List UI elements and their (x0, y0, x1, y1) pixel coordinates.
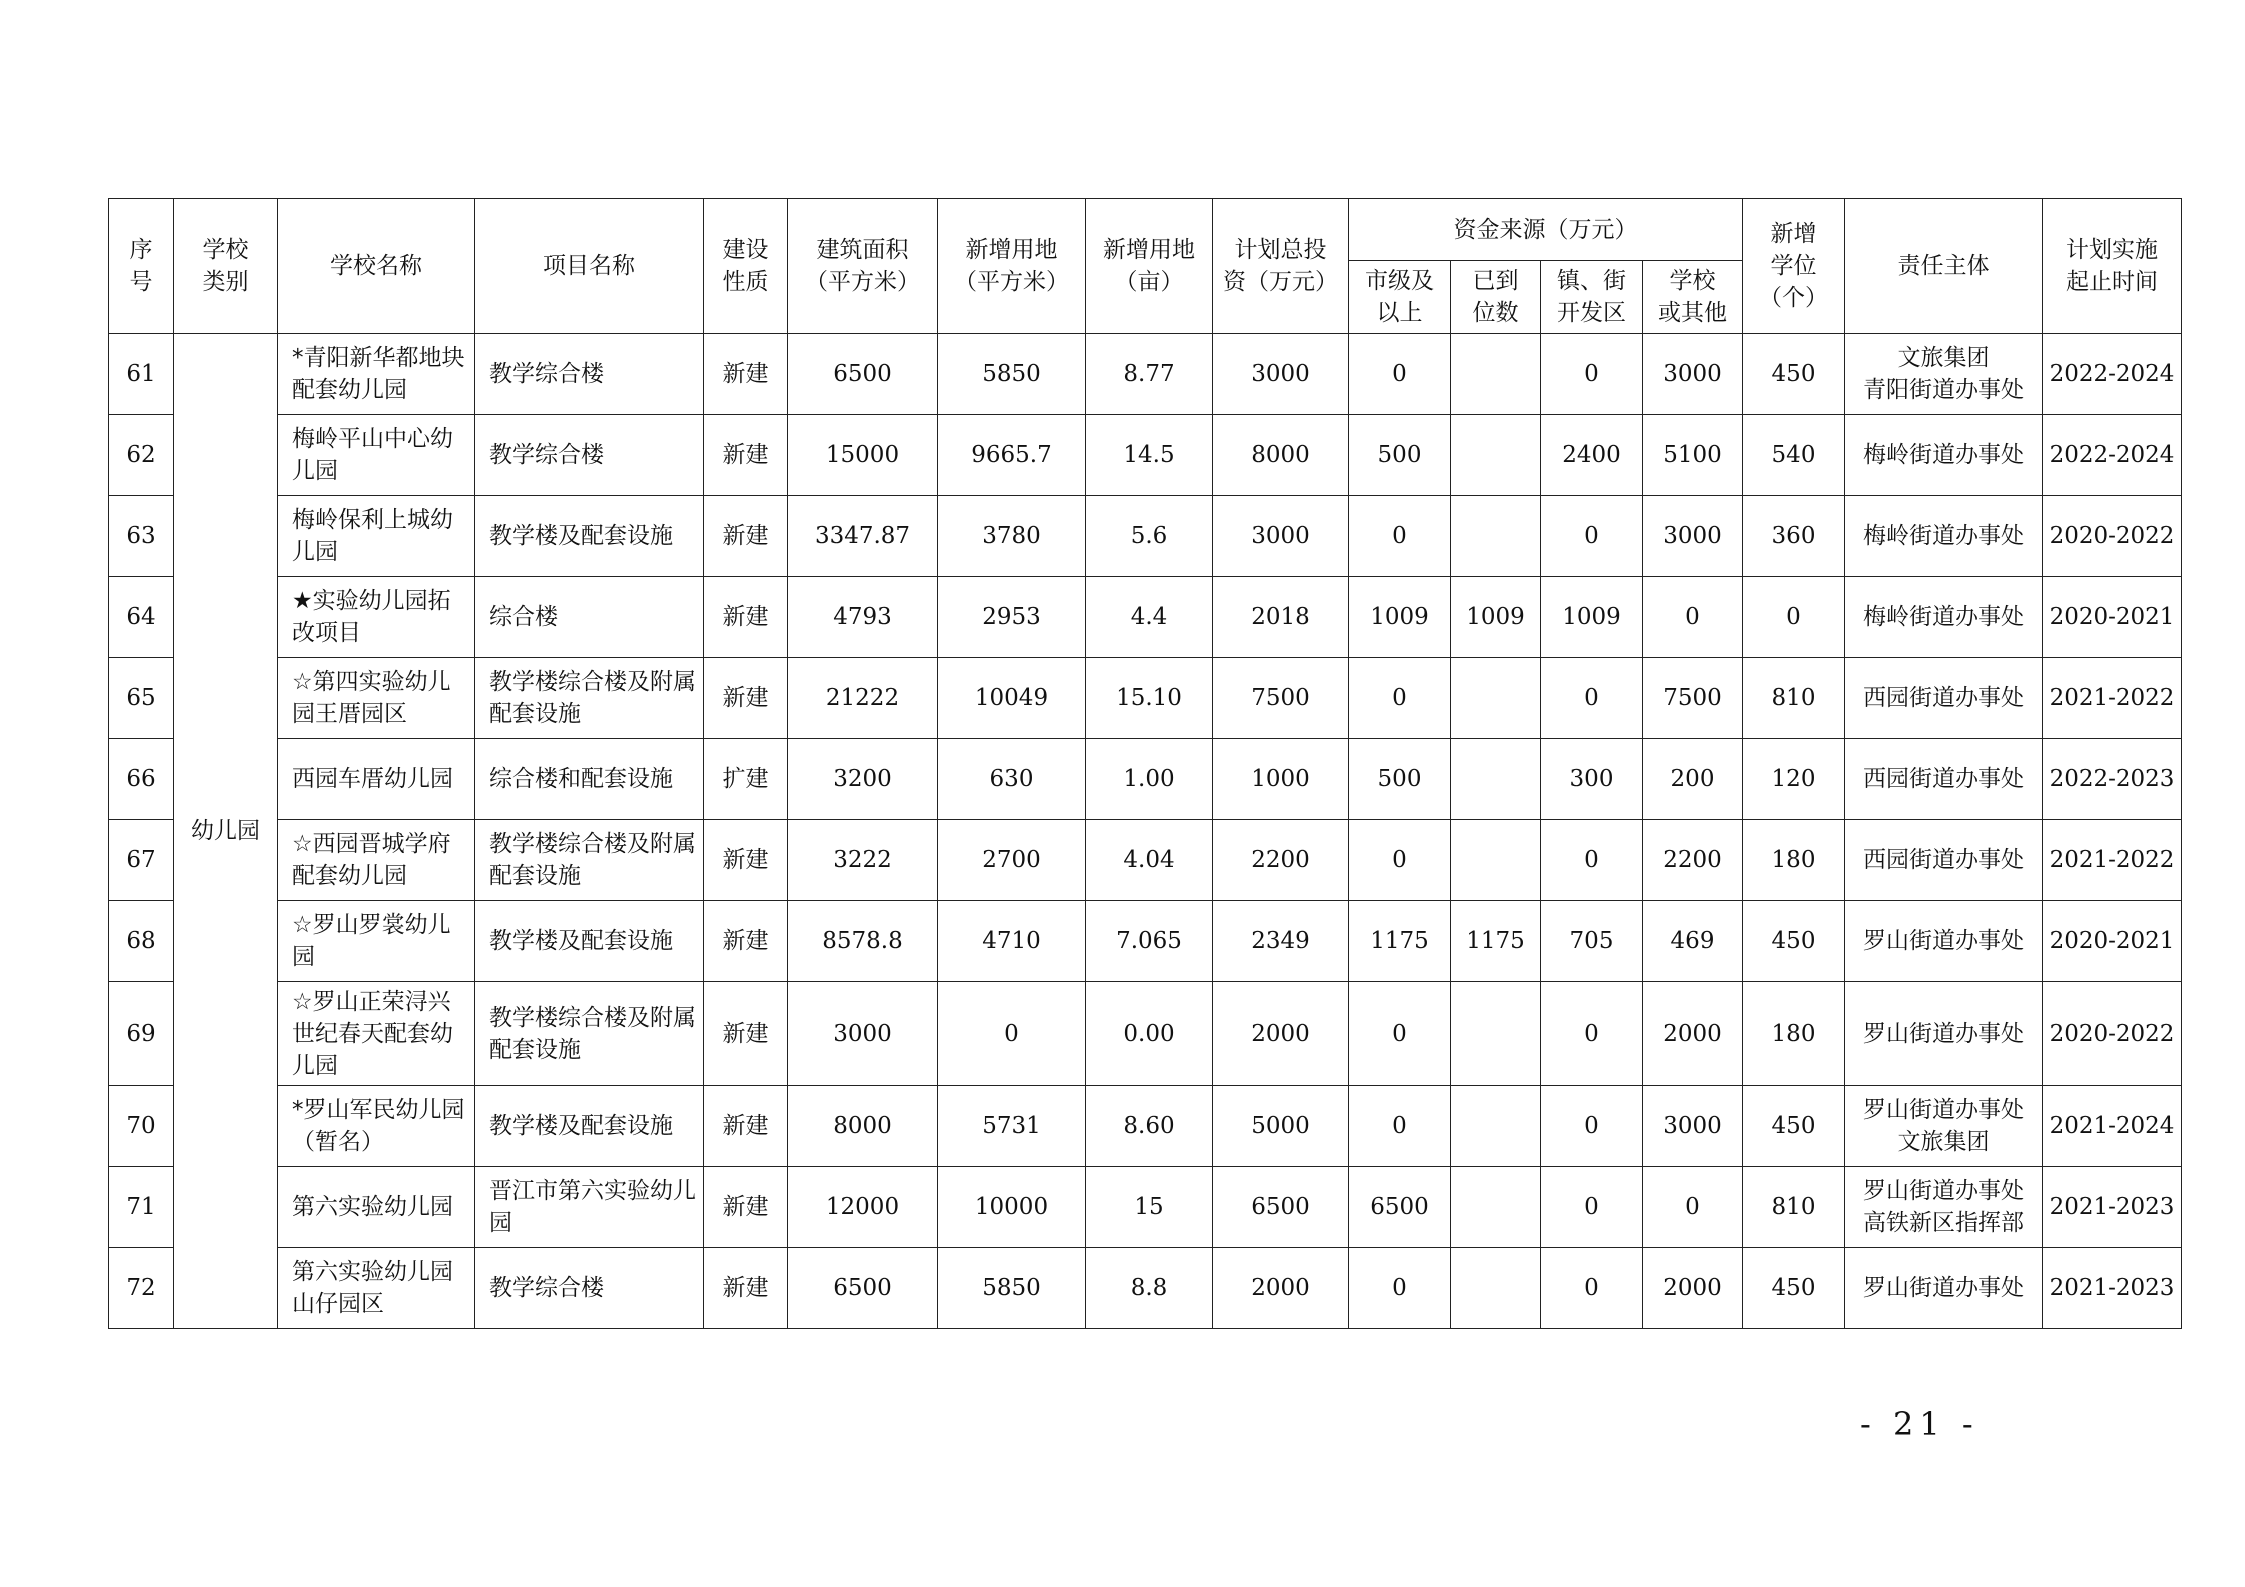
cell-responsible: 西园街道办事处 (1845, 820, 2043, 901)
cell-new-seats: 540 (1743, 415, 1845, 496)
cell-fund-arrived (1451, 415, 1541, 496)
table-row (109, 739, 2182, 820)
cell-total-invest: 3000 (1213, 496, 1349, 577)
cell-total-invest: 2200 (1213, 820, 1349, 901)
cell-floor-area: 6500 (788, 334, 938, 415)
cell-project-name: 教学楼及配套设施 (475, 901, 704, 982)
cell-fund-town: 705 (1541, 901, 1643, 982)
cell-total-invest: 2000 (1213, 982, 1349, 1086)
cell-fund-school: 3000 (1643, 334, 1743, 415)
cell-fund-arrived (1451, 496, 1541, 577)
cell-fund-arrived (1451, 334, 1541, 415)
cell-new-seats: 810 (1743, 658, 1845, 739)
table-row (109, 1086, 2182, 1167)
header-nature: 建设 性质 (704, 199, 788, 334)
cell-new-land-mu: 1.00 (1086, 739, 1213, 820)
header-period: 计划实施 起止时间 (2043, 199, 2182, 334)
cell-period: 2020-2021 (2043, 901, 2182, 982)
cell-project-name: 晋江市第六实验幼儿园 (475, 1167, 704, 1248)
header-new-land-mu: 新增用地 （亩） (1086, 199, 1213, 334)
cell-seq: 64 (109, 577, 174, 658)
header-new-land-sqm: 新增用地 （平方米） (938, 199, 1086, 334)
cell-new-seats: 120 (1743, 739, 1845, 820)
cell-responsible: 罗山街道办事处 (1845, 1248, 2043, 1329)
cell-school-name: ★实验幼儿园拓改项目 (278, 577, 475, 658)
table-row (109, 415, 2182, 496)
cell-new-land-mu: 8.60 (1086, 1086, 1213, 1167)
cell-fund-town: 0 (1541, 496, 1643, 577)
cell-nature: 新建 (704, 820, 788, 901)
cell-period: 2022-2023 (2043, 739, 2182, 820)
cell-new-seats: 450 (1743, 901, 1845, 982)
cell-school-name: *罗山军民幼儿园（暂名） (278, 1086, 475, 1167)
header-fund-source: 资金来源（万元） (1349, 199, 1743, 261)
cell-floor-area: 8000 (788, 1086, 938, 1167)
cell-fund-city: 0 (1349, 1086, 1451, 1167)
cell-new-land-mu: 8.8 (1086, 1248, 1213, 1329)
cell-fund-city: 500 (1349, 739, 1451, 820)
cell-new-land-sqm: 9665.7 (938, 415, 1086, 496)
cell-fund-arrived (1451, 658, 1541, 739)
cell-fund-arrived (1451, 1167, 1541, 1248)
cell-period: 2021-2024 (2043, 1086, 2182, 1167)
cell-fund-arrived (1451, 1086, 1541, 1167)
header-total-invest: 计划总投 资（万元） (1213, 199, 1349, 334)
cell-seq: 70 (109, 1086, 174, 1167)
header-seq: 序 号 (109, 199, 174, 334)
cell-new-land-mu: 15 (1086, 1167, 1213, 1248)
cell-floor-area: 3200 (788, 739, 938, 820)
cell-nature: 新建 (704, 658, 788, 739)
header-school-name: 学校名称 (278, 199, 475, 334)
cell-floor-area: 4793 (788, 577, 938, 658)
cell-project-name: 教学楼综合楼及附属配套设施 (475, 658, 704, 739)
table-row (109, 901, 2182, 982)
cell-fund-arrived: 1009 (1451, 577, 1541, 658)
header-project-name: 项目名称 (475, 199, 704, 334)
cell-new-seats: 810 (1743, 1167, 1845, 1248)
cell-total-invest: 2349 (1213, 901, 1349, 982)
cell-new-land-mu: 5.6 (1086, 496, 1213, 577)
header-fund-arrived: 已到 位数 (1451, 261, 1541, 334)
cell-new-land-sqm: 0 (938, 982, 1086, 1086)
cell-period: 2021-2023 (2043, 1167, 2182, 1248)
cell-period: 2020-2022 (2043, 496, 2182, 577)
table-row (109, 982, 2182, 1086)
cell-fund-city: 6500 (1349, 1167, 1451, 1248)
header-category: 学校 类别 (174, 199, 278, 334)
cell-school-name: ☆罗山正荣浔兴世纪春天配套幼儿园 (278, 982, 475, 1086)
cell-fund-town: 0 (1541, 658, 1643, 739)
cell-floor-area: 6500 (788, 1248, 938, 1329)
cell-nature: 新建 (704, 1167, 788, 1248)
cell-responsible: 罗山街道办事处 文旅集团 (1845, 1086, 2043, 1167)
cell-new-land-sqm: 10000 (938, 1167, 1086, 1248)
cell-floor-area: 15000 (788, 415, 938, 496)
cell-fund-town: 0 (1541, 982, 1643, 1086)
cell-period: 2021-2022 (2043, 658, 2182, 739)
cell-fund-school: 5100 (1643, 415, 1743, 496)
cell-fund-school: 200 (1643, 739, 1743, 820)
cell-responsible: 梅岭街道办事处 (1845, 577, 2043, 658)
cell-nature: 新建 (704, 496, 788, 577)
cell-category: 幼儿园 (174, 334, 278, 1329)
cell-new-seats: 450 (1743, 1086, 1845, 1167)
cell-period: 2021-2023 (2043, 1248, 2182, 1329)
cell-new-land-sqm: 10049 (938, 658, 1086, 739)
cell-project-name: 教学楼及配套设施 (475, 496, 704, 577)
cell-new-seats: 180 (1743, 820, 1845, 901)
cell-seq: 65 (109, 658, 174, 739)
cell-seq: 67 (109, 820, 174, 901)
cell-seq: 69 (109, 982, 174, 1086)
cell-fund-city: 500 (1349, 415, 1451, 496)
cell-total-invest: 2018 (1213, 577, 1349, 658)
cell-project-name: 教学综合楼 (475, 334, 704, 415)
cell-fund-city: 1175 (1349, 901, 1451, 982)
cell-school-name: ☆西园晋城学府配套幼儿园 (278, 820, 475, 901)
cell-new-land-mu: 0.00 (1086, 982, 1213, 1086)
cell-project-name: 综合楼 (475, 577, 704, 658)
cell-fund-school: 0 (1643, 577, 1743, 658)
cell-fund-town: 0 (1541, 1248, 1643, 1329)
header-responsible: 责任主体 (1845, 199, 2043, 334)
cell-new-land-sqm: 3780 (938, 496, 1086, 577)
cell-fund-arrived (1451, 982, 1541, 1086)
cell-seq: 71 (109, 1167, 174, 1248)
cell-fund-city: 0 (1349, 982, 1451, 1086)
cell-project-name: 教学综合楼 (475, 1248, 704, 1329)
header-fund-city: 市级及 以上 (1349, 261, 1451, 334)
cell-nature: 扩建 (704, 739, 788, 820)
table-row (109, 1167, 2182, 1248)
cell-seq: 61 (109, 334, 174, 415)
cell-new-land-sqm: 5850 (938, 334, 1086, 415)
cell-new-land-sqm: 5850 (938, 1248, 1086, 1329)
cell-fund-town: 0 (1541, 1086, 1643, 1167)
cell-new-land-mu: 15.10 (1086, 658, 1213, 739)
header-floor-area: 建筑面积 （平方米） (788, 199, 938, 334)
cell-school-name: 梅岭保利上城幼儿园 (278, 496, 475, 577)
cell-fund-town: 300 (1541, 739, 1643, 820)
cell-fund-town: 0 (1541, 334, 1643, 415)
cell-school-name: 第六实验幼儿园 (278, 1167, 475, 1248)
cell-total-invest: 3000 (1213, 334, 1349, 415)
cell-period: 2020-2021 (2043, 577, 2182, 658)
cell-fund-arrived (1451, 1248, 1541, 1329)
cell-new-land-mu: 7.065 (1086, 901, 1213, 982)
cell-project-name: 教学楼综合楼及附属配套设施 (475, 820, 704, 901)
cell-fund-town: 1009 (1541, 577, 1643, 658)
cell-nature: 新建 (704, 1248, 788, 1329)
cell-responsible: 西园街道办事处 (1845, 739, 2043, 820)
page-number: - 21 - (1860, 1405, 1979, 1443)
table-row (109, 334, 2182, 415)
cell-new-land-sqm: 2700 (938, 820, 1086, 901)
table-row (109, 658, 2182, 739)
cell-floor-area: 12000 (788, 1167, 938, 1248)
cell-school-name: ☆罗山罗裳幼儿园 (278, 901, 475, 982)
cell-fund-city: 0 (1349, 658, 1451, 739)
cell-total-invest: 1000 (1213, 739, 1349, 820)
cell-seq: 63 (109, 496, 174, 577)
cell-fund-city: 0 (1349, 1248, 1451, 1329)
cell-fund-city: 1009 (1349, 577, 1451, 658)
cell-fund-arrived: 1175 (1451, 901, 1541, 982)
cell-seq: 62 (109, 415, 174, 496)
cell-fund-arrived (1451, 820, 1541, 901)
cell-responsible: 罗山街道办事处 高铁新区指挥部 (1845, 1167, 2043, 1248)
cell-total-invest: 8000 (1213, 415, 1349, 496)
cell-total-invest: 5000 (1213, 1086, 1349, 1167)
cell-responsible: 梅岭街道办事处 (1845, 496, 2043, 577)
cell-new-land-mu: 4.4 (1086, 577, 1213, 658)
cell-new-seats: 450 (1743, 1248, 1845, 1329)
header-fund-town: 镇、街 开发区 (1541, 261, 1643, 334)
cell-new-land-sqm: 4710 (938, 901, 1086, 982)
cell-period: 2022-2024 (2043, 415, 2182, 496)
cell-responsible: 西园街道办事处 (1845, 658, 2043, 739)
cell-school-name: ☆第四实验幼儿园王厝园区 (278, 658, 475, 739)
cell-fund-town: 2400 (1541, 415, 1643, 496)
cell-total-invest: 2000 (1213, 1248, 1349, 1329)
cell-new-seats: 0 (1743, 577, 1845, 658)
cell-responsible: 梅岭街道办事处 (1845, 415, 2043, 496)
header-fund-school: 学校 或其他 (1643, 261, 1743, 334)
cell-seq: 66 (109, 739, 174, 820)
cell-fund-school: 2200 (1643, 820, 1743, 901)
header-new-seats: 新增 学位 （个） (1743, 199, 1845, 334)
cell-project-name: 教学楼综合楼及附属配套设施 (475, 982, 704, 1086)
cell-project-name: 教学楼及配套设施 (475, 1086, 704, 1167)
cell-fund-school: 2000 (1643, 982, 1743, 1086)
cell-nature: 新建 (704, 415, 788, 496)
cell-total-invest: 6500 (1213, 1167, 1349, 1248)
cell-fund-city: 0 (1349, 496, 1451, 577)
cell-nature: 新建 (704, 334, 788, 415)
cell-fund-school: 3000 (1643, 496, 1743, 577)
cell-new-land-mu: 14.5 (1086, 415, 1213, 496)
cell-new-land-mu: 4.04 (1086, 820, 1213, 901)
cell-new-land-sqm: 630 (938, 739, 1086, 820)
cell-floor-area: 3347.87 (788, 496, 938, 577)
cell-period: 2021-2022 (2043, 820, 2182, 901)
cell-period: 2022-2024 (2043, 334, 2182, 415)
cell-new-seats: 180 (1743, 982, 1845, 1086)
cell-fund-arrived (1451, 739, 1541, 820)
table-body (109, 334, 2182, 1329)
cell-fund-school: 0 (1643, 1167, 1743, 1248)
cell-fund-school: 2000 (1643, 1248, 1743, 1329)
cell-nature: 新建 (704, 982, 788, 1086)
cell-new-seats: 450 (1743, 334, 1845, 415)
cell-seq: 68 (109, 901, 174, 982)
cell-fund-school: 469 (1643, 901, 1743, 982)
cell-floor-area: 21222 (788, 658, 938, 739)
cell-floor-area: 8578.8 (788, 901, 938, 982)
cell-new-seats: 360 (1743, 496, 1845, 577)
cell-responsible: 罗山街道办事处 (1845, 982, 2043, 1086)
cell-project-name: 教学综合楼 (475, 415, 704, 496)
cell-school-name: *青阳新华都地块配套幼儿园 (278, 334, 475, 415)
cell-floor-area: 3000 (788, 982, 938, 1086)
cell-school-name: 第六实验幼儿园山仔园区 (278, 1248, 475, 1329)
table-row (109, 820, 2182, 901)
cell-period: 2020-2022 (2043, 982, 2182, 1086)
table-row (109, 1248, 2182, 1329)
cell-total-invest: 7500 (1213, 658, 1349, 739)
cell-nature: 新建 (704, 901, 788, 982)
cell-new-land-mu: 8.77 (1086, 334, 1213, 415)
cell-seq: 72 (109, 1248, 174, 1329)
table-row (109, 577, 2182, 658)
table-row (109, 496, 2182, 577)
cell-school-name: 梅岭平山中心幼儿园 (278, 415, 475, 496)
cell-fund-town: 0 (1541, 1167, 1643, 1248)
cell-new-land-sqm: 5731 (938, 1086, 1086, 1167)
project-table (108, 198, 2182, 1329)
cell-nature: 新建 (704, 1086, 788, 1167)
cell-fund-city: 0 (1349, 334, 1451, 415)
cell-responsible: 文旅集团 青阳街道办事处 (1845, 334, 2043, 415)
cell-floor-area: 3222 (788, 820, 938, 901)
cell-project-name: 综合楼和配套设施 (475, 739, 704, 820)
cell-fund-city: 0 (1349, 820, 1451, 901)
cell-fund-school: 3000 (1643, 1086, 1743, 1167)
cell-fund-school: 7500 (1643, 658, 1743, 739)
cell-fund-town: 0 (1541, 820, 1643, 901)
cell-nature: 新建 (704, 577, 788, 658)
cell-responsible: 罗山街道办事处 (1845, 901, 2043, 982)
cell-school-name: 西园车厝幼儿园 (278, 739, 475, 820)
cell-new-land-sqm: 2953 (938, 577, 1086, 658)
